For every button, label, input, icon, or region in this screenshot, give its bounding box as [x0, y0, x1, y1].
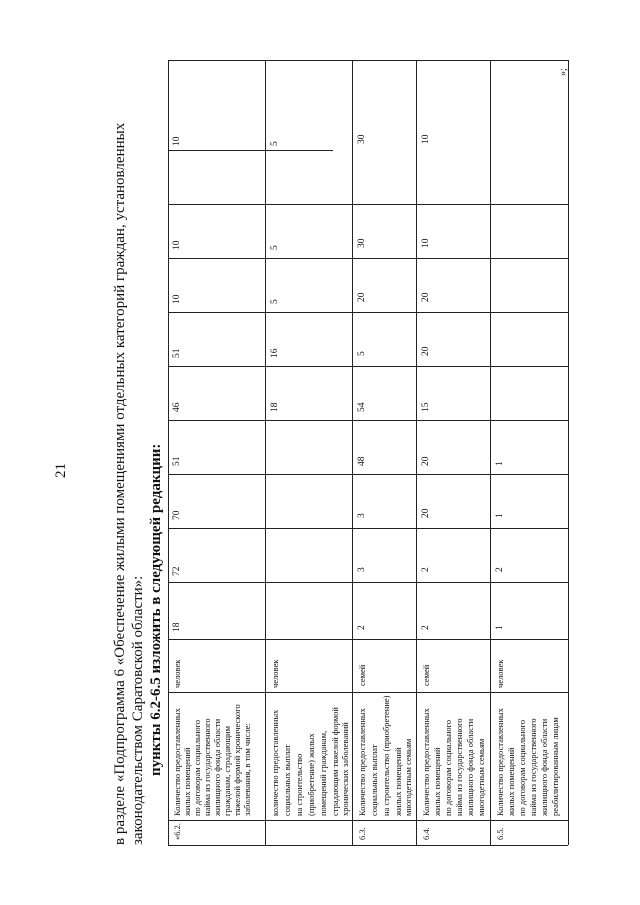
row-value: 48: [357, 456, 367, 466]
row-value: 20: [421, 508, 431, 518]
row-value: 72: [172, 566, 182, 576]
row-desc-line: (приобретение) жилых: [306, 733, 316, 816]
row-value: 5: [270, 141, 280, 146]
row-value: 10: [421, 134, 431, 144]
row-unit: человек: [495, 659, 505, 688]
row-desc-line: тяжелой формой хронического: [232, 704, 242, 816]
row-desc-line: многодетным семьям: [403, 738, 413, 816]
row-desc-line: многодетным семьям: [476, 738, 486, 816]
row-value: 30: [357, 238, 367, 248]
row-value: 5: [270, 299, 280, 304]
row-desc-line: найма из государственного: [454, 718, 464, 816]
row-value: 46: [172, 402, 182, 412]
row-value: 51: [172, 456, 182, 466]
row-value: 10: [421, 238, 431, 248]
row-unit: семей: [357, 664, 367, 686]
row-desc-line: на строительство: [294, 753, 304, 816]
row-desc-line: найма из государственного: [202, 718, 212, 816]
row-value: 5: [357, 351, 367, 356]
row-desc-line: заболевания, в том числе:: [242, 723, 252, 816]
intro-line-1: в разделе «Подпрограмма 6 «Обеспечение жилыми помещениями отдельных категорий граждан, установленных: [112, 122, 128, 845]
row-value: 20: [357, 292, 367, 302]
row-value: 5: [270, 245, 280, 250]
row-desc-line: реабилитированным лицам: [550, 717, 560, 816]
row-unit: семей: [421, 664, 431, 686]
row-value: 2: [495, 567, 505, 572]
intro-line-3: пункты 6.2-6.5 изложить в следующей редакции:: [148, 443, 164, 776]
row-desc-line: жилых помещений: [393, 747, 403, 816]
row-value: 2: [421, 625, 431, 630]
row-desc-line: страдающим тяжелой формой: [330, 707, 340, 816]
row-value: 20: [421, 346, 431, 356]
row-value: 30: [357, 134, 367, 144]
row-desc-line: Количество предоставленных: [495, 708, 505, 816]
row-value: 1: [495, 461, 505, 466]
row-value: 70: [172, 510, 182, 520]
row-value: 10: [172, 240, 182, 250]
row-num: 6.5.: [495, 827, 505, 840]
row-num: «6.2.: [172, 823, 182, 840]
intro-line-2: законодательством Саратовской области»:: [130, 575, 146, 845]
row-value: 2: [421, 567, 431, 572]
row-value: 16: [270, 348, 280, 358]
row-desc-line: по договорам социального: [517, 719, 527, 816]
row-num: 6.3.: [357, 827, 367, 840]
row-value: 10: [172, 136, 182, 146]
row-value: 18: [270, 402, 280, 412]
row-unit: человек: [270, 659, 280, 688]
row-desc-line: Количество предоставленных: [421, 708, 431, 816]
row-value: 3: [357, 567, 367, 572]
row-value: 18: [172, 622, 182, 632]
row-num: 6.4.: [421, 827, 431, 840]
end-quote-mark: »;: [558, 68, 569, 76]
row-value: 1: [495, 513, 505, 518]
row-value: 3: [357, 513, 367, 518]
row-value: 51: [172, 348, 182, 358]
page-number: 21: [53, 463, 69, 478]
row-desc-line: Количество предоставленных: [357, 708, 367, 816]
row-desc-line: жилищного фонда области: [539, 718, 549, 816]
row-value: 2: [357, 625, 367, 630]
row-desc-line: помещений гражданам,: [318, 730, 328, 816]
row-value: 10: [172, 294, 182, 304]
row-desc-line: по договорам социального: [192, 719, 202, 816]
row-desc-line: жилищного фонда области: [212, 718, 222, 816]
row-desc-line: хронических заболеваний: [340, 722, 350, 816]
row-unit: человек: [172, 659, 182, 688]
row-desc-line: социальных выплат: [282, 744, 292, 816]
row-desc-line: гражданам, страдающим: [222, 726, 232, 816]
row-desc-line: по договорам социального: [443, 719, 453, 816]
row-value: 15: [421, 402, 431, 412]
row-desc-line: жилых помещений: [182, 747, 192, 816]
row-desc-line: количество предоставленных: [270, 709, 280, 816]
row-desc-line: жилых помещений: [506, 747, 516, 816]
row-desc-line: на строительство (приобретение): [381, 695, 391, 816]
row-desc-line: Количество предоставленных: [172, 708, 182, 816]
row-desc-line: социальных выплат: [369, 744, 379, 816]
row-value: 54: [357, 402, 367, 412]
row-value: 20: [421, 456, 431, 466]
row-desc-line: жилых помещений: [432, 747, 442, 816]
row-desc-line: жилищного фонда области: [465, 718, 475, 816]
row-value: 20: [421, 292, 431, 302]
row-desc-line: найма из государственного: [528, 718, 538, 816]
row-value: 1: [495, 625, 505, 630]
